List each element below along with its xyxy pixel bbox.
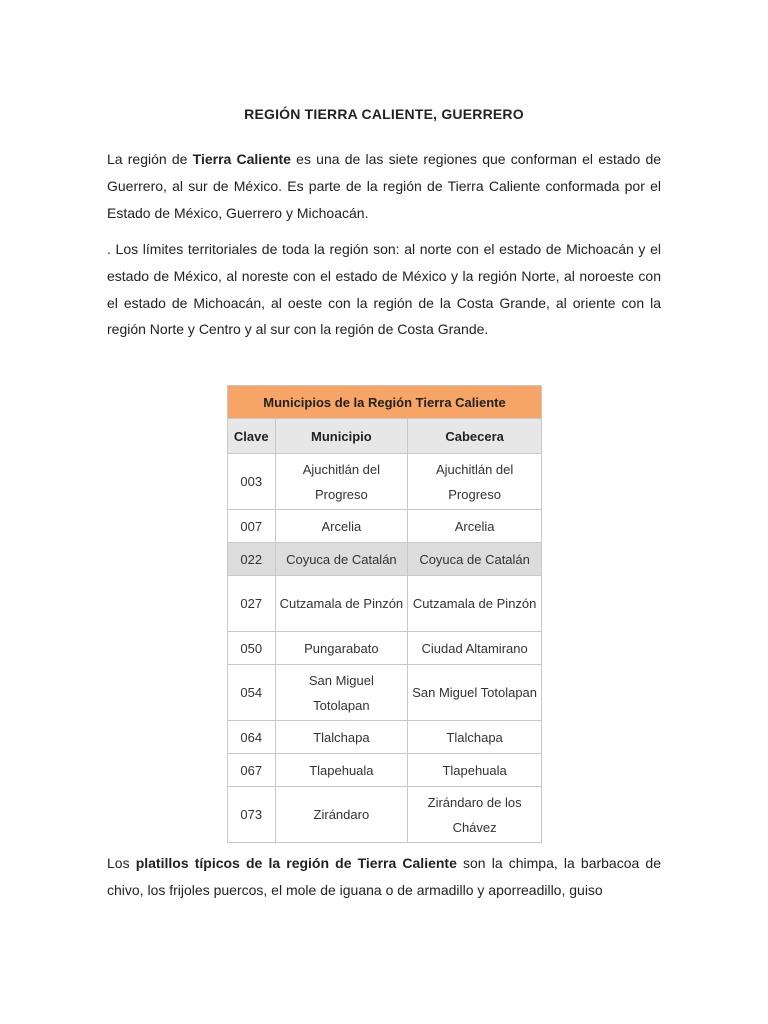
cell-clave: 067 — [228, 754, 276, 787]
table-row — [228, 576, 542, 632]
cell-clave: 073 — [228, 787, 276, 843]
table-caption-row — [228, 386, 542, 419]
cell-cabecera: Zirándaro de los Chávez — [408, 787, 542, 843]
document-title: REGIÓN TIERRA CALIENTE, GUERRERO — [244, 106, 524, 122]
cell-clave: 050 — [228, 632, 276, 665]
cell-cabecera: Ciudad Altamirano — [408, 632, 542, 665]
cell-clave: 027 — [228, 576, 276, 632]
dishes-bold-phrase: platillos típicos de la región de Tierra Caliente — [135, 855, 457, 871]
cell-cabecera: Coyuca de Catalán — [408, 543, 542, 576]
table-row — [228, 543, 542, 576]
cell-municipio: Cutzamala de Pinzón — [275, 576, 408, 632]
municipalities-table — [227, 385, 542, 843]
table-row — [228, 454, 542, 510]
table-caption: Municipios de la Región Tierra Caliente — [228, 386, 542, 419]
cell-cabecera: San Miguel Totolapan — [408, 665, 542, 721]
cell-municipio: Tlalchapa — [275, 721, 408, 754]
header-cabecera: Cabecera — [408, 419, 542, 454]
cell-cabecera: Ajuchitlán del Progreso — [408, 454, 542, 510]
cell-municipio: San Miguel Totolapan — [275, 665, 408, 721]
cell-clave: 022 — [228, 543, 276, 576]
table-row — [228, 721, 542, 754]
intro-text-end: es una de las siete regiones que conforman el estado de Guerrero, al sur de México. Es parte de la región de Tierra Caliente conformada por el Estado de México, Guerrero y Michoacán. — [107, 151, 662, 221]
table-row — [228, 754, 542, 787]
table-row — [228, 787, 542, 843]
intro-bold-region: Tierra Caliente — [192, 151, 291, 167]
limits-paragraph: . Los límites territoriales de toda la región son: al norte con el estado de Michoacán y el estado de México, al noreste con el estado de México y la región Norte, al noroeste con el estado de Michoacán, al oeste con la región de la Costa Grande, al oriente con la región Norte y Centro y al sur con la región de Costa Grande. — [107, 241, 661, 338]
cell-clave: 003 — [228, 454, 276, 510]
cell-cabecera: Arcelia — [408, 510, 542, 543]
cell-cabecera: Tlalchapa — [408, 721, 542, 754]
cell-municipio: Ajuchitlán del Progreso — [275, 454, 408, 510]
cell-municipio: Pungarabato — [275, 632, 408, 665]
dishes-text-start: Los — [107, 855, 136, 871]
cell-clave: 007 — [228, 510, 276, 543]
cell-municipio: Arcelia — [275, 510, 408, 543]
table-row — [228, 632, 542, 665]
cell-clave: 054 — [228, 665, 276, 721]
cell-municipio: Tlapehuala — [275, 754, 408, 787]
cell-cabecera: Tlapehuala — [408, 754, 542, 787]
cell-municipio: Coyuca de Catalán — [275, 543, 408, 576]
intro-text-start: La región de — [107, 151, 193, 167]
header-clave: Clave — [228, 419, 276, 454]
cell-municipio: Zirándaro — [275, 787, 408, 843]
header-municipio: Municipio — [275, 419, 408, 454]
table-row — [228, 510, 542, 543]
dishes-text-end: son la chimpa, la barbacoa de chivo, los frijoles puercos, el mole de iguana o de armadillo y aporreadillo, guiso — [107, 855, 661, 898]
intro-paragraph — [107, 146, 661, 226]
table-header-row — [228, 419, 542, 454]
dishes-paragraph — [107, 850, 661, 904]
cell-clave: 064 — [228, 721, 276, 754]
cell-cabecera: Cutzamala de Pinzón — [408, 576, 542, 632]
table-row — [228, 665, 542, 721]
